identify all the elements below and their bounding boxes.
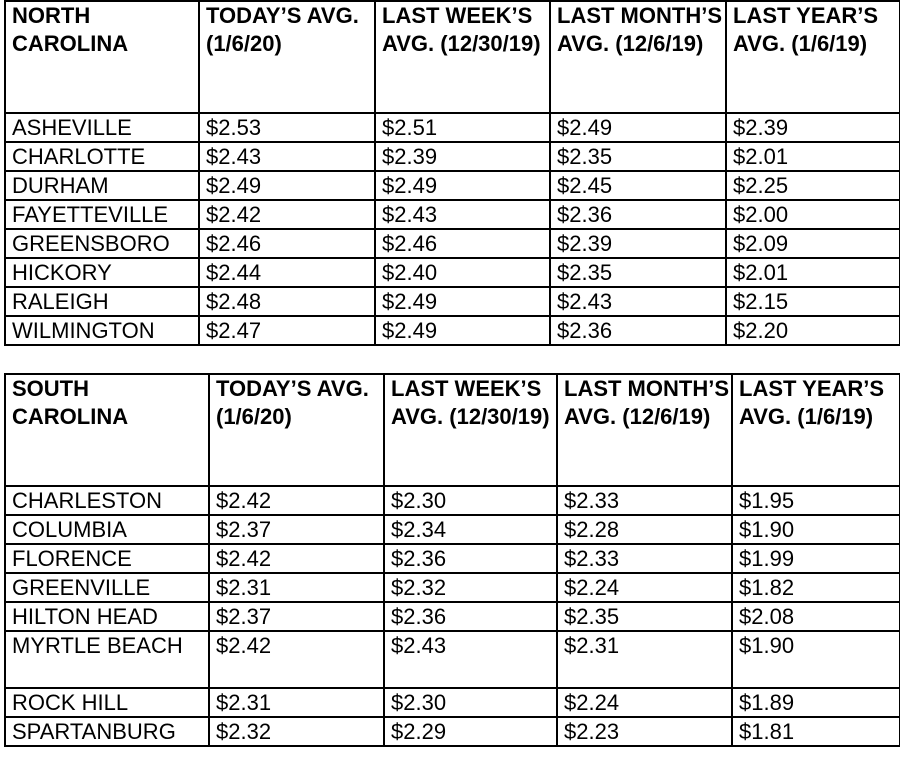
table-row — [5, 544, 900, 573]
city-cell: CHARLOTTE — [5, 142, 199, 171]
price-cell: $2.24 — [557, 573, 732, 602]
price-cell: $2.37 — [209, 602, 384, 631]
table-row — [5, 142, 900, 171]
table-row — [5, 171, 900, 200]
price-cell: $2.35 — [557, 602, 732, 631]
column-header: LAST WEEK’S AVG. (12/30/19) — [384, 374, 557, 486]
column-header: TODAY’S AVG. (1/6/20) — [209, 374, 384, 486]
city-cell: DURHAM — [5, 171, 199, 200]
price-cell: $2.31 — [209, 688, 384, 717]
city-cell: SPARTANBURG — [5, 717, 209, 746]
price-cell: $2.32 — [209, 717, 384, 746]
column-header: LAST WEEK’S AVG. (12/30/19) — [375, 1, 550, 113]
price-cell: $2.33 — [557, 486, 732, 515]
price-cell: $2.32 — [384, 573, 557, 602]
table-row — [5, 573, 900, 602]
table-row — [5, 229, 900, 258]
price-cell: $2.49 — [375, 287, 550, 316]
price-cell: $2.35 — [550, 258, 726, 287]
price-cell: $2.00 — [726, 200, 900, 229]
city-cell: HILTON HEAD — [5, 602, 209, 631]
price-cell: $2.20 — [726, 316, 900, 345]
column-header: LAST YEAR’S AVG. (1/6/19) — [732, 374, 900, 486]
price-cell: $2.24 — [557, 688, 732, 717]
table-row — [5, 113, 900, 142]
price-cell: $2.47 — [199, 316, 375, 345]
column-header: LAST YEAR’S AVG. (1/6/19) — [726, 1, 900, 113]
city-cell: HICKORY — [5, 258, 199, 287]
south-carolina-gas-price-table — [4, 373, 900, 747]
price-cell: $2.43 — [550, 287, 726, 316]
price-cell: $2.01 — [726, 142, 900, 171]
table-row — [5, 515, 900, 544]
price-cell: $2.53 — [199, 113, 375, 142]
price-cell: $2.49 — [550, 113, 726, 142]
price-cell: $2.29 — [384, 717, 557, 746]
table-row — [5, 200, 900, 229]
price-cell: $2.46 — [375, 229, 550, 258]
price-cell: $2.36 — [550, 200, 726, 229]
price-cell: $2.44 — [199, 258, 375, 287]
price-cell: $1.89 — [732, 688, 900, 717]
column-header: LAST MONTH’S AVG. (12/6/19) — [557, 374, 732, 486]
column-header: SOUTH CAROLINA — [5, 374, 209, 486]
price-cell: $2.36 — [384, 544, 557, 573]
city-cell: GREENSBORO — [5, 229, 199, 258]
price-cell: $2.43 — [199, 142, 375, 171]
city-cell: MYRTLE BEACH — [5, 631, 209, 688]
price-cell: $2.48 — [199, 287, 375, 316]
price-cell: $2.35 — [550, 142, 726, 171]
price-cell: $2.36 — [550, 316, 726, 345]
price-cell: $2.39 — [550, 229, 726, 258]
price-cell: $1.95 — [732, 486, 900, 515]
city-cell: ROCK HILL — [5, 688, 209, 717]
table-row — [5, 258, 900, 287]
price-cell: $2.40 — [375, 258, 550, 287]
price-cell: $2.42 — [209, 486, 384, 515]
city-cell: COLUMBIA — [5, 515, 209, 544]
price-cell: $2.31 — [557, 631, 732, 688]
price-cell: $1.90 — [732, 631, 900, 688]
price-cell: $2.42 — [209, 544, 384, 573]
price-cell: $2.34 — [384, 515, 557, 544]
price-cell: $2.30 — [384, 486, 557, 515]
table-row — [5, 688, 900, 717]
price-cell: $2.39 — [375, 142, 550, 171]
price-cell: $2.49 — [375, 316, 550, 345]
city-cell: CHARLESTON — [5, 486, 209, 515]
price-cell: $2.49 — [375, 171, 550, 200]
city-cell: GREENVILLE — [5, 573, 209, 602]
price-cell: $2.42 — [199, 200, 375, 229]
price-cell: $2.36 — [384, 602, 557, 631]
price-cell: $2.42 — [209, 631, 384, 688]
price-cell: $1.99 — [732, 544, 900, 573]
price-cell: $2.31 — [209, 573, 384, 602]
price-cell: $1.81 — [732, 717, 900, 746]
price-cell: $2.08 — [732, 602, 900, 631]
city-cell: FLORENCE — [5, 544, 209, 573]
price-cell: $2.37 — [209, 515, 384, 544]
price-cell: $2.15 — [726, 287, 900, 316]
north-carolina-gas-price-table — [4, 0, 900, 346]
price-cell: $2.45 — [550, 171, 726, 200]
price-cell: $2.30 — [384, 688, 557, 717]
price-cell: $2.25 — [726, 171, 900, 200]
table-row — [5, 486, 900, 515]
price-cell: $2.01 — [726, 258, 900, 287]
south-carolina-header-row — [5, 374, 900, 486]
table-row — [5, 717, 900, 746]
price-cell: $2.28 — [557, 515, 732, 544]
price-cell: $1.82 — [732, 573, 900, 602]
price-cell: $2.39 — [726, 113, 900, 142]
price-cell: $2.46 — [199, 229, 375, 258]
column-header: NORTH CAROLINA — [5, 1, 199, 113]
table-row — [5, 287, 900, 316]
price-cell: $2.09 — [726, 229, 900, 258]
city-cell: ASHEVILLE — [5, 113, 199, 142]
price-cell: $2.43 — [375, 200, 550, 229]
column-header: LAST MONTH’S AVG. (12/6/19) — [550, 1, 726, 113]
price-cell: $2.49 — [199, 171, 375, 200]
price-cell: $2.51 — [375, 113, 550, 142]
column-header: TODAY’S AVG. (1/6/20) — [199, 1, 375, 113]
city-cell: RALEIGH — [5, 287, 199, 316]
price-cell: $2.33 — [557, 544, 732, 573]
city-cell: FAYETTEVILLE — [5, 200, 199, 229]
table-row — [5, 631, 900, 688]
table-row — [5, 602, 900, 631]
north-carolina-header-row — [5, 1, 900, 113]
price-cell: $2.23 — [557, 717, 732, 746]
city-cell: WILMINGTON — [5, 316, 199, 345]
price-cell: $2.43 — [384, 631, 557, 688]
price-cell: $1.90 — [732, 515, 900, 544]
table-row — [5, 316, 900, 345]
